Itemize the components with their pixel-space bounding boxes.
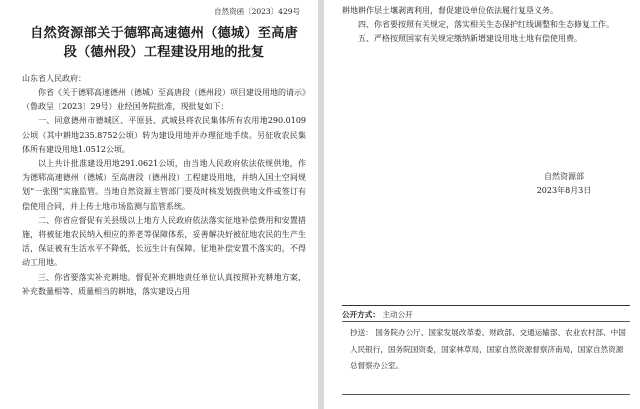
body-paragraph: 耕地耕作层土壤剥离利用，督促建设单位依法履行复垦义务。 — [342, 6, 558, 15]
cc-recipients: 国务院办公厅、国家发展改革委、财政部、交通运输部、农业农村部、中国人民银行，国务院国资委，国家林草局，国家自然资源督察济南局，国家自然资源总督察办公室。 — [350, 328, 626, 370]
body-paragraph: 五、严格按照国家有关规定缴纳新增建设用地土地有偿使用费。 — [358, 34, 582, 43]
divider-bottom — [342, 394, 630, 395]
issuer-name: 自然资源部 — [544, 172, 584, 181]
document-title — [22, 24, 306, 62]
body-left — [22, 86, 306, 299]
body-paragraph: 三、你省要落实补充耕地。督促补充耕地责任单位认真按照补充耕地方案，补充数量相等、质量相当的耕地，落实建设占用 — [22, 272, 306, 296]
document-number: 自然资函〔2023〕429号 — [214, 7, 300, 16]
divider-middle — [342, 321, 630, 322]
public-mode — [342, 309, 413, 320]
divider-top — [342, 305, 630, 306]
addressee: 山东省人民政府： — [22, 74, 86, 83]
public-mode-label: 公开方式： — [342, 310, 380, 319]
body-paragraph: 二、你省应督促有关县级以上地方人民政府依法落实征地补偿费用和安置措施，将被征地农民纳入相应的养老等保障体系，妥善解决好被征地农民的生产生活，保证被有生活水平不降低，长远生计有保障。征地补偿安置不落实的，不得动工用地。 — [22, 215, 306, 268]
document-page-left — [0, 0, 318, 409]
body-paragraph: 一、同意德州市德城区、平原县、武城县将农民集体所有农用地290.0109公顷（其中耕地235.8752公顷）转为建设用地并办理征地手续。另征收农民集体所有建设用地1.0512公顷。 — [22, 116, 306, 154]
document-page-right — [324, 0, 640, 409]
issue-date: 2023年8月3日 — [536, 186, 592, 195]
signature-block — [504, 170, 624, 198]
title-line-1: 自然资源部关于德郓高速德州（德城）至高唐 — [30, 26, 298, 41]
cc-list — [350, 325, 628, 375]
public-mode-value: 主动公开 — [382, 310, 413, 319]
body-paragraph: 以上共计批准建设用地291.0621公顷，由当地人民政府依法依规供地，作为德郓高速德州（德城）至高唐段（德州段）工程建设用地，并纳入国土空间规划“一张图”实施监管。当地自然资源主管部门要及时核发划拨供地文件或签订有偿使用合同，并上传土地市场监测与监管系统。 — [22, 159, 306, 211]
title-line-2: 段（德州段）工程建设用地的批复 — [63, 45, 265, 60]
body-right — [342, 4, 630, 46]
cc-label: 抄送： — [350, 328, 373, 337]
body-paragraph: 你省《关于德郓高速德州（德城）至高唐段（德州段）项目建设用地的请示》（鲁政呈〔2023〕29号）业经国务院批准，现批复如下： — [22, 88, 306, 112]
body-paragraph: 四、你省要按照有关规定，落实相关生态保护红线调整和生态修复工作。 — [358, 20, 614, 29]
